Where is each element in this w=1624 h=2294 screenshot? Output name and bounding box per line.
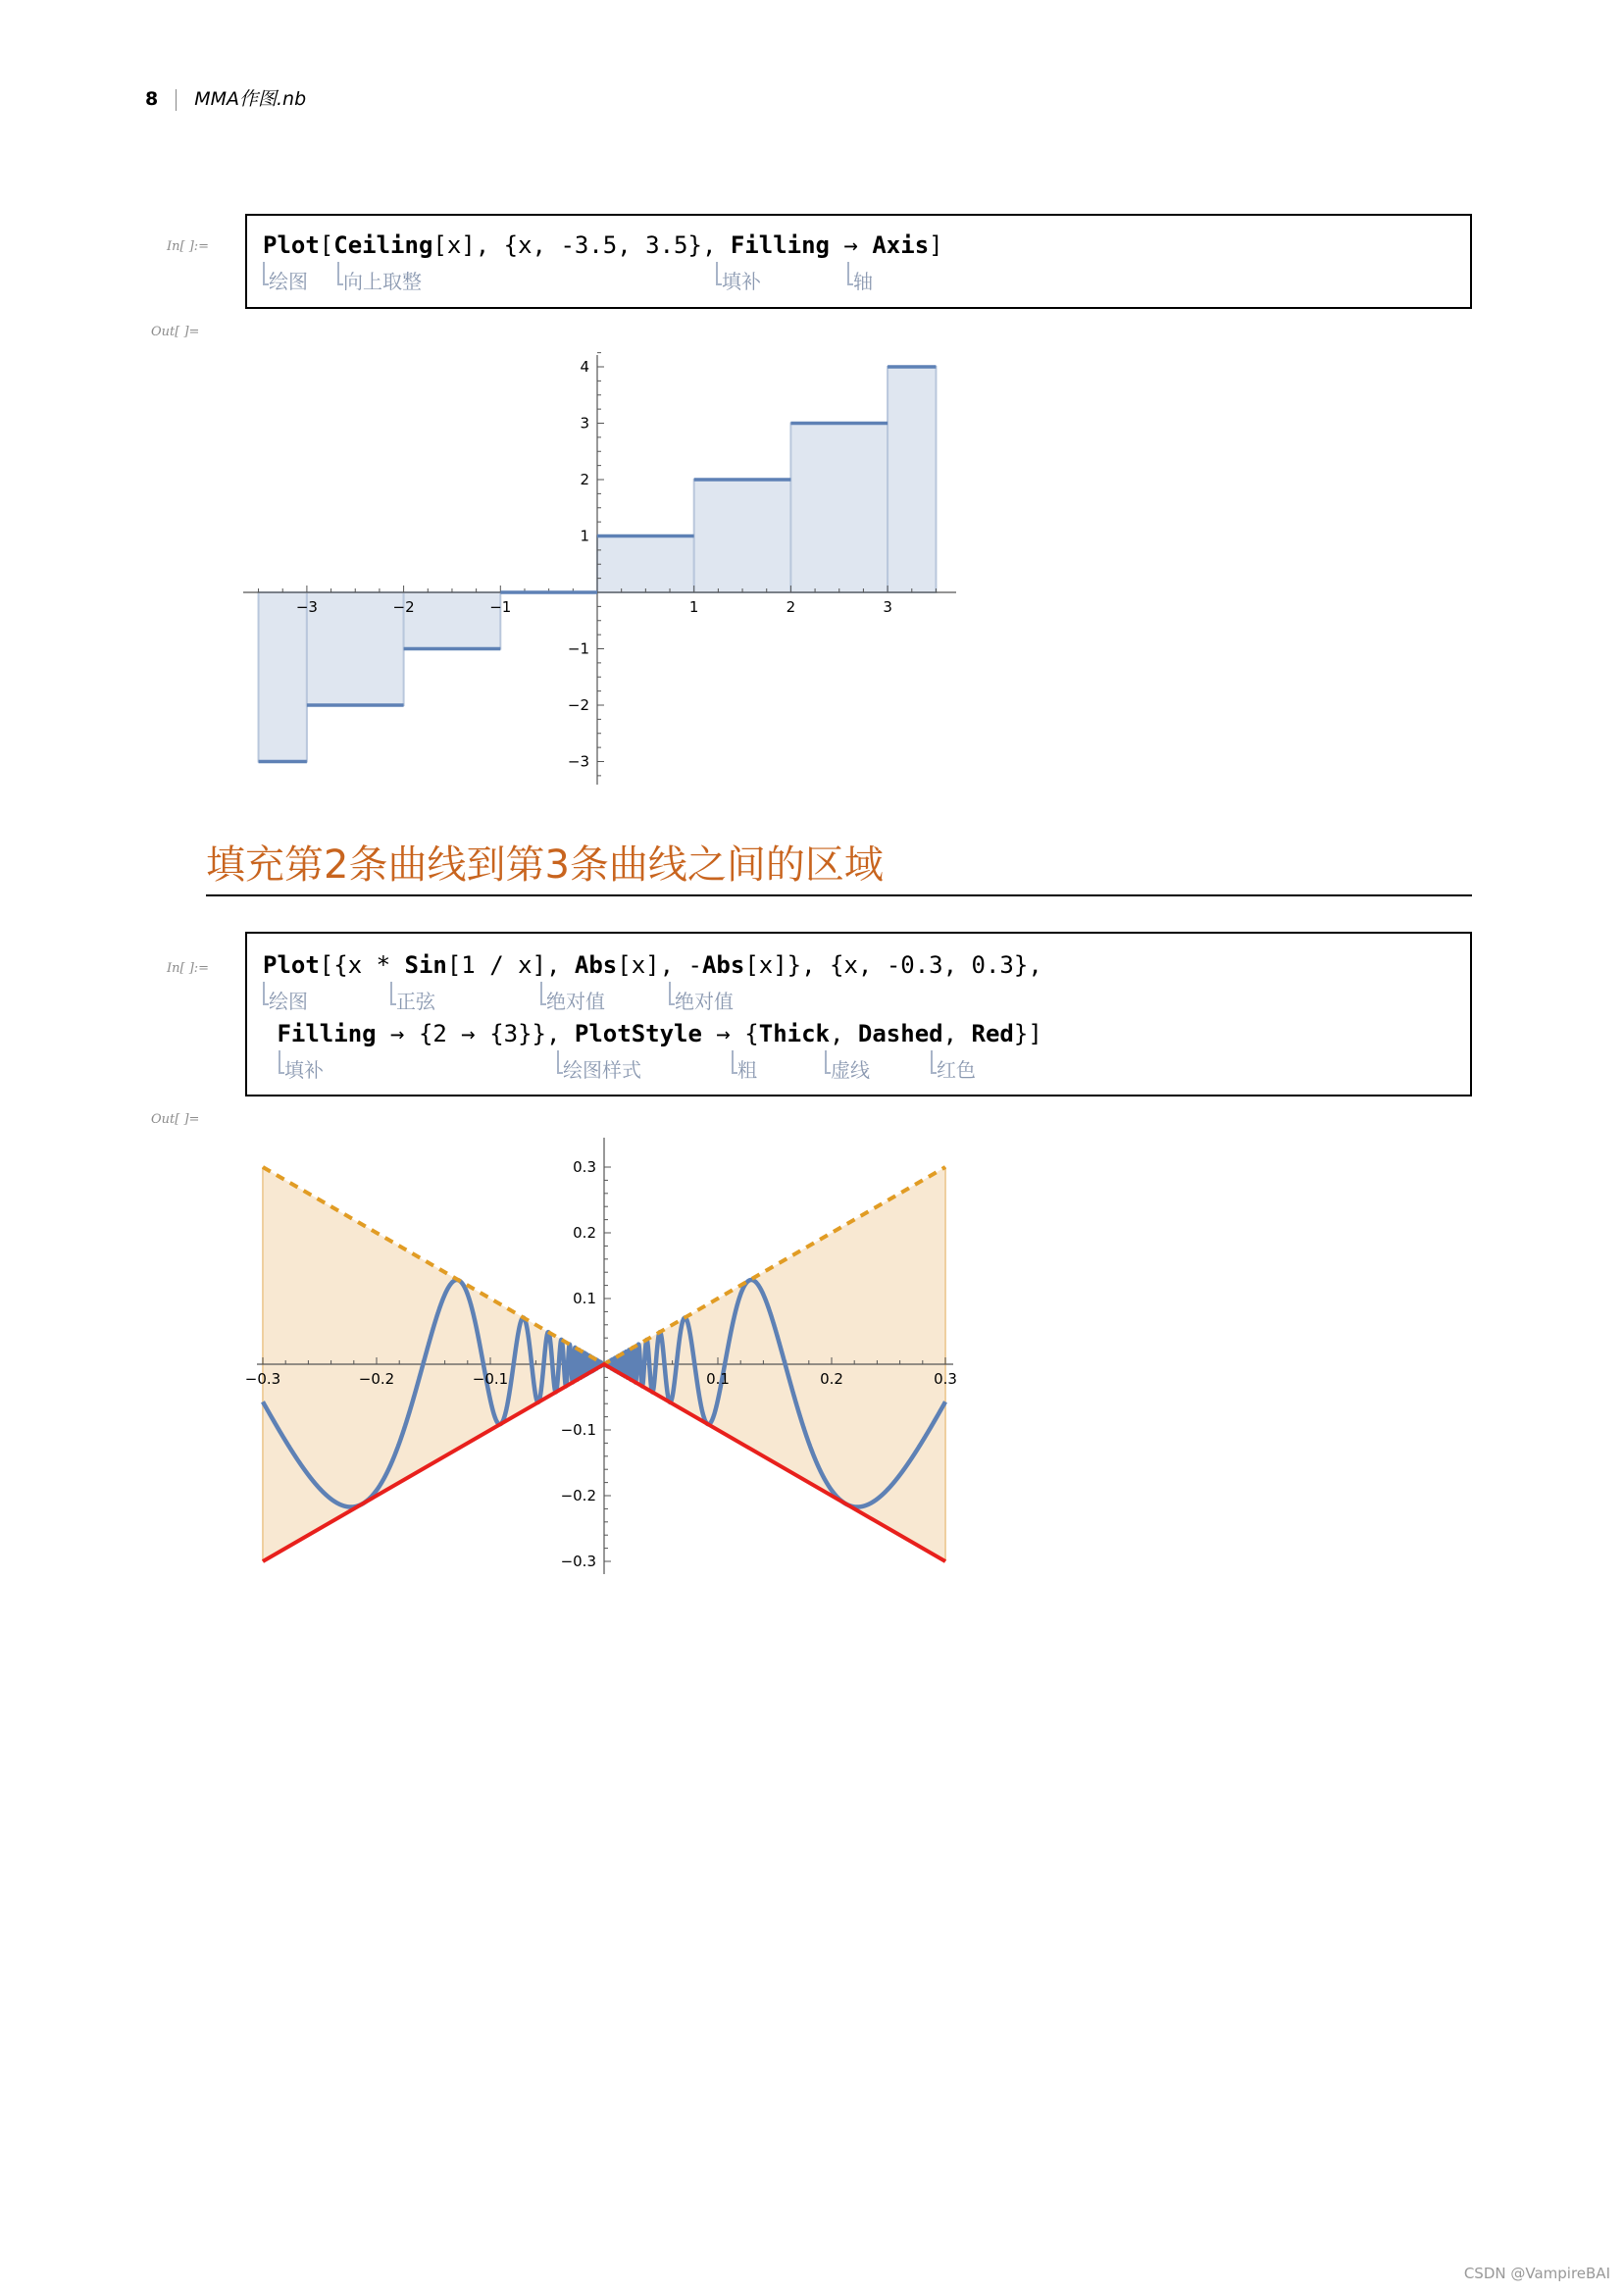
fill-region <box>259 592 307 762</box>
x-tick-label: −1 <box>489 598 512 616</box>
gloss-thick: 粗 <box>737 1054 757 1083</box>
output-label-2: Out[ ]= <box>151 1112 200 1127</box>
x-tick-label: −0.2 <box>358 1370 395 1388</box>
gloss-plotstyle: 绘图样式 <box>563 1054 641 1083</box>
y-tick-label: −1 <box>567 639 589 658</box>
filling-plot <box>235 1128 971 1579</box>
fill-region <box>307 592 404 705</box>
gloss-filling: 填补 <box>284 1054 324 1083</box>
y-tick-label: −0.3 <box>560 1553 596 1570</box>
y-tick-label: 2 <box>580 471 589 488</box>
x-tick-label: −3 <box>295 598 318 616</box>
code-line[interactable]: Filling → {2 → {3}}, PlotStyle → {Thick, Dashed, Red}] <box>277 1020 1042 1047</box>
ceiling-plot <box>235 348 971 799</box>
y-tick-label: 0.1 <box>573 1290 596 1307</box>
y-tick-label: 4 <box>580 358 589 376</box>
gloss-plot: 绘图 <box>269 986 308 1014</box>
fill-region <box>404 592 501 649</box>
page-header <box>145 84 306 111</box>
x-tick-label: 0.1 <box>706 1370 730 1388</box>
gloss-ceiling: 向上取整 <box>343 266 422 294</box>
gloss-red: 红色 <box>937 1054 976 1083</box>
gloss-filling: 填补 <box>722 266 761 294</box>
fill-region <box>597 536 694 593</box>
gloss-dashed: 虚线 <box>831 1054 870 1083</box>
fill-region <box>790 424 888 593</box>
section-divider <box>206 894 1472 896</box>
input-label-1: In[ ]:= <box>167 239 210 254</box>
input-cell-2[interactable] <box>245 932 1472 1096</box>
watermark: CSDN @VampireBAI <box>1463 2265 1610 2282</box>
gloss-abs: 绝对值 <box>546 986 605 1014</box>
page-number: 8 <box>145 88 159 110</box>
output-label-1: Out[ ]= <box>151 325 200 339</box>
y-tick-label: 1 <box>580 527 589 545</box>
section-title: 填充第2条曲线到第3条曲线之间的区域 <box>206 842 884 888</box>
notebook-name: MMA作图.nb <box>194 88 307 110</box>
y-tick-label: 0.3 <box>573 1158 596 1176</box>
x-tick-label: −2 <box>392 598 415 616</box>
y-tick-label: −0.1 <box>560 1421 596 1439</box>
gloss-axis: 轴 <box>853 266 873 294</box>
y-tick-label: −2 <box>567 696 589 714</box>
y-tick-label: −0.2 <box>560 1487 596 1504</box>
x-tick-label: −0.3 <box>244 1370 281 1388</box>
gloss-abs: 绝对值 <box>675 986 734 1014</box>
x-tick-label: 3 <box>883 598 892 616</box>
gloss-plot: 绘图 <box>269 266 308 294</box>
y-tick-label: −3 <box>567 752 589 771</box>
header-divider <box>176 89 177 111</box>
code-line[interactable]: Plot[{x * Sin[1 / x], Abs[x], -Abs[x]}, {x, -0.3, 0.3}, <box>263 951 1042 979</box>
x-tick-label: 1 <box>688 598 699 616</box>
gloss-sin: 正弦 <box>396 986 435 1014</box>
x-tick-label: 0.3 <box>934 1370 957 1388</box>
x-tick-label: −0.1 <box>472 1370 509 1388</box>
fill-region <box>888 367 936 592</box>
x-tick-label: 2 <box>786 598 796 616</box>
y-tick-label: 3 <box>580 414 589 433</box>
x-tick-label: 0.2 <box>820 1370 843 1388</box>
y-tick-label: 0.2 <box>573 1224 596 1242</box>
code-line[interactable]: Plot[Ceiling[x], {x, -3.5, 3.5}, Filling → Axis] <box>263 231 943 259</box>
input-label-2: In[ ]:= <box>167 961 210 976</box>
input-cell-1[interactable] <box>245 214 1472 309</box>
fill-region <box>694 480 791 592</box>
